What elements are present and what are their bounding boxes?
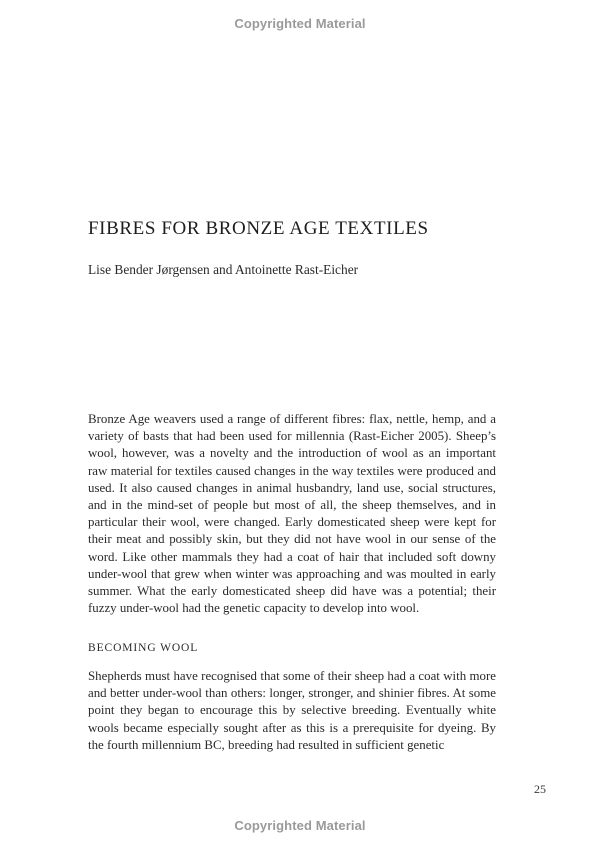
- section-heading: BECOMING WOOL: [88, 642, 199, 654]
- body-paragraph-1: Bronze Age weavers used a range of different fibres: flax, nettle, hemp, and a variety of basts that had been used for millennia (Rast-Eicher 2005). Sheep’s wool, however, was a novelty and the introduction of wool as an important raw material for textiles caused changes in the way textiles were produced and used. It also caused changes in animal husbandry, land use, social structures, and in the mind-set of people but most of all, the sheep themselves, and in particular their wool, were changed. Early domesticated sheep were kept for their meat and possibly skin, but they did not have wool in our sense of the word. Like other mammals they had a coat of hair that included soft downy under-wool that grew when winter was approaching and was moulted in early summer. What the early domesticated sheep did have was a potential; their fuzzy under-wool had the genetic capacity to develop into wool.: [88, 412, 496, 616]
- chapter-authors: Lise Bender Jørgensen and Antoinette Rast-Eicher: [88, 262, 359, 277]
- copyright-watermark-bottom: Copyrighted Material: [234, 818, 366, 833]
- copyright-watermark-top: Copyrighted Material: [234, 16, 366, 31]
- body-paragraph-2: Shepherds must have recognised that some of their sheep had a coat with more and better under-wool than others: longer, stronger, and shinier fibres. At some point they began to encourage this by selective breeding. Eventually white wools became especially sought after as this is a prerequisite for dyeing. By the fourth millennium BC, breeding had resulted in sufficient genetic: [88, 669, 496, 752]
- chapter-title: FIBRES FOR BRONZE AGE TEXTILES: [88, 218, 429, 239]
- page-number: 25: [534, 782, 546, 796]
